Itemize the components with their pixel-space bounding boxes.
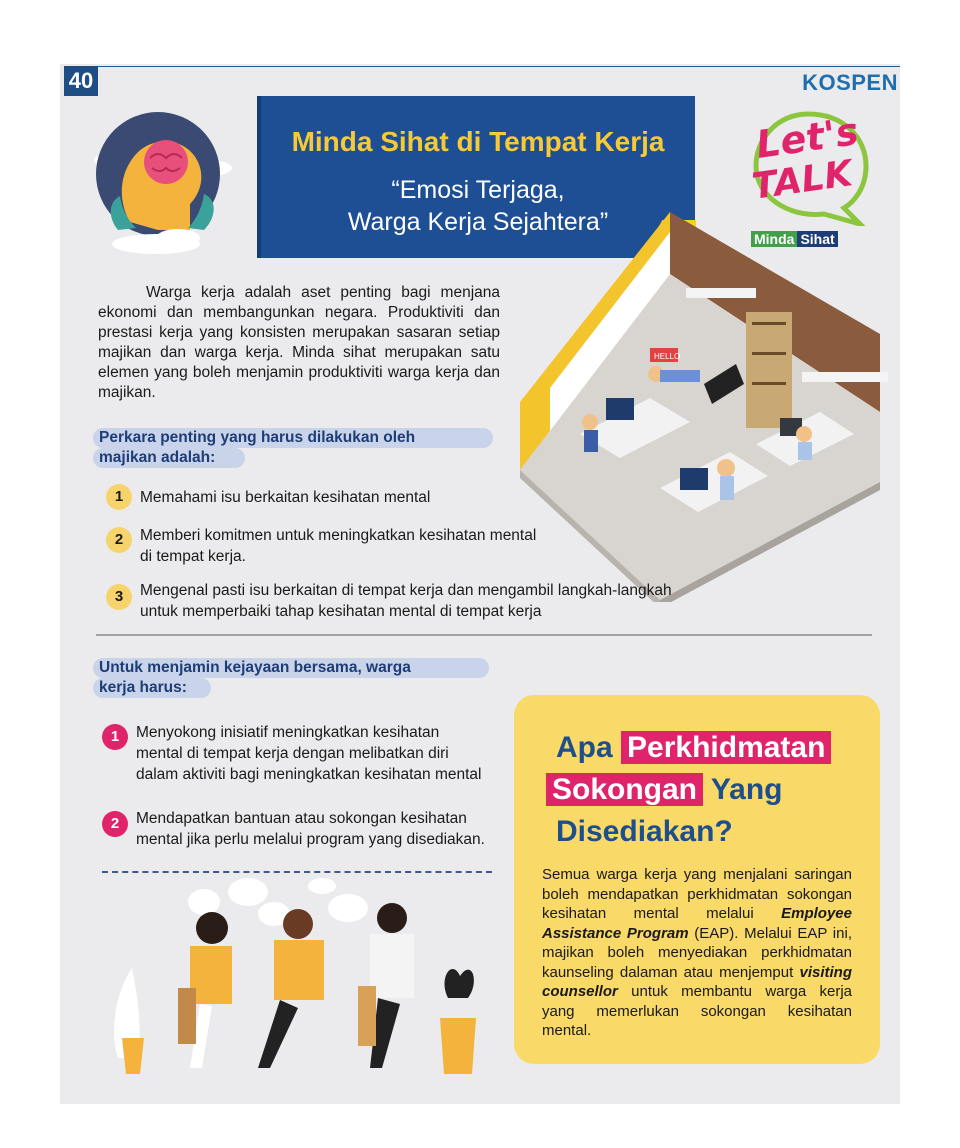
workers-item-1-line2: mental di tempat kerja dengan melibatkan diri [136,745,449,762]
workers-item-1-line1: Menyokong inisiatif meningkatkan kesihatan [136,724,440,741]
top-rule [96,66,900,67]
service-body-text [542,865,852,1041]
workers-item-2-line1: Mendapatkan bantuan atau sokongan kesihatan [136,810,467,827]
employer-heading-line2: majikan adalah: [93,448,245,468]
service-body-part3: untuk membantu warga kerja yang memerlukan sokongan kesihatan mental. [542,983,852,1039]
title-quote-line1: “Emosi Terjaga, [391,176,565,204]
workers-heading-line2: kerja harus: [93,678,211,698]
service-title-word-apa: Apa [556,731,613,764]
brain-head-illustration [78,112,238,262]
employer-item-1-number: 1 [106,484,132,510]
logo-minda: Minda [751,231,797,247]
workers-item-2 [136,808,485,850]
people-talking-illustration [108,878,488,1090]
employer-item-2-line2: di tempat kerja. [140,548,246,565]
office-illustration [520,212,900,602]
employer-heading-line1: Perkara penting yang harus dilakukan oleh [93,428,493,448]
employer-item-3-line1: Mengenal pasti isu berkaitan di tempat kerja dan mengambil langkah-langkah [140,582,672,599]
logo-lets: Let's [753,109,861,167]
workers-item-1-number: 1 [102,724,128,750]
employer-item-3-line2: untuk memperbaiki tahap kesihatan mental di tempat kerja [140,603,542,620]
title-quote-line2: Warga Kerja Sejahtera” [347,208,609,236]
page-number: 40 [64,66,98,96]
service-title-line2 [546,770,783,810]
workers-item-1 [136,722,482,785]
workers-heading-line1: Untuk menjamin kejayaan bersama, warga [93,658,489,678]
logo-talk: TALK [749,153,855,208]
employer-item-2-line1: Memberi komitmen untuk meningkatkan kesihatan mental [140,527,537,544]
workers-item-2-line2: mental jika perlu melalui program yang disediakan. [136,831,485,848]
workers-item-1-line3: dalam aktiviti bagi meningkatkan kesihatan mental [136,766,482,783]
brand-label: KOSPEN [802,70,898,95]
dashed-divider [102,871,492,873]
office-sign: HELLO [654,352,681,361]
service-title-word-perkhidmatan: Perkhidmatan [621,731,831,764]
employer-item-3-number: 3 [106,584,132,610]
employer-item-2-number: 2 [106,527,132,553]
section-divider [96,634,872,636]
workers-item-2-number: 2 [102,811,128,837]
service-body-emphasis2: visiting counsellor [542,963,852,1000]
service-body-emphasis1: Employee Assistance Program [542,905,852,942]
employer-item-1 [140,487,430,508]
employer-item-1-line1: Memahami isu berkaitan kesihatan mental [140,489,431,506]
service-title-word-sokongan: Sokongan [546,773,703,806]
service-body-part2: (EAP). Melalui EAP ini, majikan boleh menyediakan perkhidmatan kaunseling dalaman atau menjemput [542,924,852,981]
logo-sihat: Sihat [797,231,837,247]
employer-item-2 [140,525,536,567]
service-title-word-yang: Yang [710,773,783,806]
service-title-line3: Disediakan? [556,815,733,848]
intro-paragraph: Warga kerja adalah aset penting bagi menjana ekonomi dan membangunkan negara. Produktiviti dan prestasi kerja yang konsisten merupakan sasaran setiap majikan dan warga kerja. Minda sihat merupakan satu elemen yang boleh menjamin produktiviti warga kerja dan majikan. [98,284,500,401]
page-title: Minda Sihat di Tempat Kerja [291,126,665,157]
employer-item-3 [140,580,672,622]
service-title-line1 [556,728,831,768]
service-body-part1: Semua warga kerja yang menjalani saringan boleh mendapatkan perkhidmatan sokongan kesihatan mental melalui [542,866,852,922]
